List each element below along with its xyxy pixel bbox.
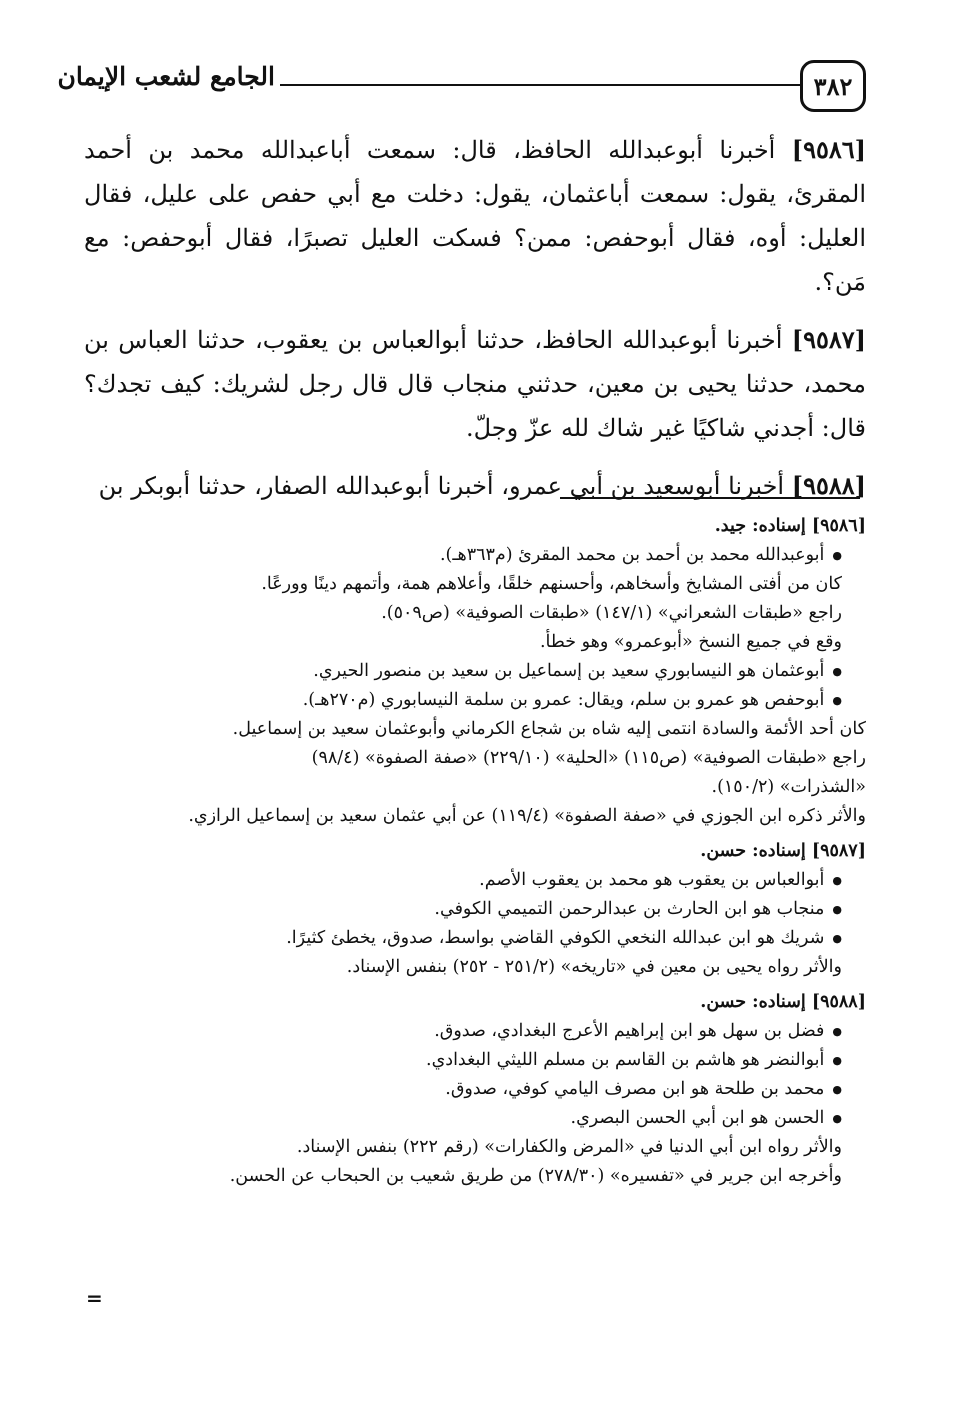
footnote-bullet: ● أبوحفص هو عمرو بن سلم، ويقال: عمرو بن سلمة النيسابوري (م٢٧٠هـ). bbox=[96, 686, 842, 715]
page-number bbox=[800, 60, 866, 112]
footnote-bullet: ● فضل بن سهل هو ابن إبراهيم الأعرج البغدادي، صدوق. bbox=[96, 1017, 842, 1046]
footnote-9588 bbox=[96, 988, 866, 1191]
footnote-9586 bbox=[96, 512, 866, 831]
footnote-heading: [٩٥٨٧] إسناده: حسن. bbox=[700, 841, 866, 861]
continuation-mark: = bbox=[86, 1286, 103, 1310]
footnote-9587 bbox=[96, 837, 866, 982]
footnote-bullet: ● محمد بن طلحة هو ابن مصرف اليامي كوفي، صدوق. bbox=[96, 1075, 842, 1104]
footnote-line: والأثر ذكره ابن الجوزي في «صفة الصفوة» (١١٩/٤) عن أبي عثمان سعيد بن إسماعيل الرازي. bbox=[188, 806, 866, 826]
footnote-bullet: ● الحسن هو ابن أبي الحسن البصري. bbox=[96, 1104, 842, 1133]
footnote-bullet: ● شريك هو ابن عبدالله النخعي الكوفي القاضي بواسط، صدوق، يخطئ كثيرًا. bbox=[96, 924, 842, 953]
footnote-separator bbox=[560, 497, 860, 499]
footnote-heading: [٩٥٨٨] إسناده: حسن. bbox=[700, 992, 866, 1012]
footnote-bullet: ● أبوالنضر هو هاشم بن القاسم بن مسلم الليثي البغدادي. bbox=[96, 1046, 842, 1075]
entry-text: أخبرنا أبوسعيد بن أبي عمرو، أخبرنا أبوعبدالله الصفار، حدثنا أبوبكر بن bbox=[98, 472, 785, 500]
footnote-line: والأثر رواه ابن أبي الدنيا في «المرض والكفارات» (رقم ٢٢٢) بنفس الإسناد. bbox=[296, 1137, 842, 1157]
header-rule bbox=[280, 84, 800, 86]
footnote-line: راجع «طبقات الصوفية» (ص١١٥) «الحلية» (٢٢٩/١٠) «صفة الصفوة» (٩٨/٤) bbox=[311, 748, 866, 768]
footnote-bullet: ● أبوعبدالله محمد بن أحمد بن محمد المقرئ (م٣٦٣هـ). bbox=[96, 541, 842, 570]
page-number-text: ٣٨٢ bbox=[813, 71, 853, 101]
entry-number: [٩٥٨٨] bbox=[791, 471, 866, 500]
footnotes bbox=[96, 512, 866, 1197]
footnote-heading: [٩٥٨٦] إسناده: جيد. bbox=[714, 516, 866, 536]
entry-text: أخبرنا أبوعبدالله الحافظ، حدثنا أبوالعباس بن يعقوب، حدثنا العباس بن محمد، حدثنا يحيى بن معين، حدثني منجاب قال قال رجل لشريك: كيف تجدك؟ قال: أجدني شاكيًا غير شاك لله عزّ وجلّ. bbox=[84, 326, 866, 442]
footnote-line: «الشذرات» (١٥٠/٢). bbox=[711, 777, 866, 797]
main-text bbox=[84, 128, 866, 522]
entry-9586 bbox=[84, 128, 866, 304]
entry-number: [٩٥٨٧] bbox=[791, 325, 867, 354]
entry-text: أخبرنا أبوعبدالله الحافظ، قال: سمعت أباعبدالله محمد بن أحمد المقرئ، يقول: سمعت أباعثمان، يقول: دخلت مع أبي حفص على عليل، فقال العليل: أوه، فقال أبوحفص: ممن؟ فسكت العليل تصبرًا، فقال أبوحفص: مع مَن؟. bbox=[84, 136, 866, 296]
entry-number: [٩٥٨٦] bbox=[791, 135, 866, 164]
footnote-line: وقع في جميع النسخ «أبوعمرو» وهو خطأ. bbox=[539, 632, 842, 652]
footnote-line: كان من أفتى المشايخ وأسخاهم، وأحسنهم خلقًا، وأعلاهم همة، وأتمهم دينًا وورعًا. bbox=[261, 574, 842, 594]
footnote-line: والأثر رواه يحيى بن معين في «تاريخه» (٢٥١/٢ - ٢٥٢) بنفس الإسناد. bbox=[346, 957, 842, 977]
footnote-line: راجع «طبقات الشعراني» (١٤٧/١) «طبقات الصوفية» (ص٥٠٩). bbox=[381, 603, 842, 623]
footnote-bullet: ● منجاب هو ابن الحارث بن عبدالرحمن التميمي الكوفي. bbox=[96, 895, 842, 924]
footnote-line: وأخرجه ابن جرير في «تفسيره» (٢٧٨/٣٠) من طريق شعيب بن الحبحاب عن الحسن. bbox=[229, 1166, 842, 1186]
book-title: الجامع لشعب الإيمان bbox=[57, 62, 275, 91]
footnote-line: كان أحد الأئمة والسادة انتمى إليه شاه بن شجاع الكرماني وأبوعثمان سعيد بن إسماعيل. bbox=[232, 719, 866, 739]
footnote-bullet: ● أبوالعباس بن يعقوب هو محمد بن يعقوب الأصم. bbox=[96, 866, 842, 895]
entry-9588 bbox=[84, 464, 866, 508]
footnote-bullet: ● أبوعثمان هو النيسابوري سعيد بن إسماعيل بن سعيد بن منصور الحيري. bbox=[96, 657, 842, 686]
entry-9587 bbox=[84, 318, 866, 450]
